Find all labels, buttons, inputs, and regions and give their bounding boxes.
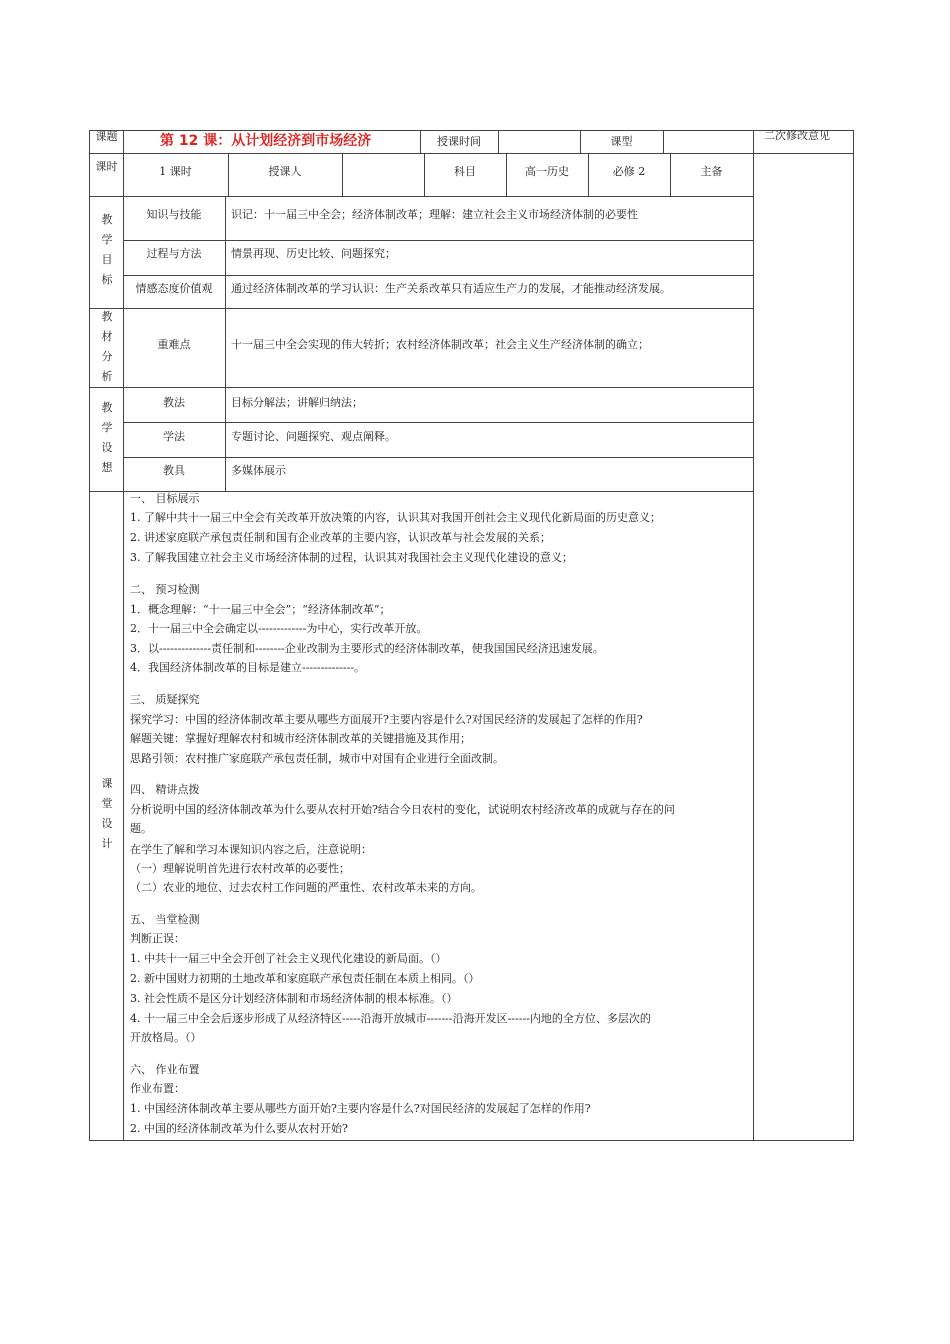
label-hours: 课时 [95, 160, 118, 173]
body-line: 2. 讲述家庭联产承包责任制和国有企业改革的主要内容，认识改革与社会发展的关系； [130, 531, 551, 544]
analysis-content: 十一届三中全会实现的伟大转折；农村经济体制改革；社会主义生产经济体制的确立； [231, 338, 649, 351]
section-heading: 四、 精讲点拨 [130, 783, 200, 796]
body-line: 3. 了解我国建立社会主义市场经济体制的过程，认识其对我国社会主义现代化建设的意义； [130, 551, 573, 564]
body-line: 3. 社会性质不是区分计划经济体制和市场经济体制的根本标准。（） [130, 992, 458, 1005]
goals-label: 教 学 目 标 [101, 213, 113, 286]
label-type: 课型 [610, 135, 633, 148]
section-heading: 二、 预习检测 [130, 583, 200, 596]
classroom-label: 课 堂 设 计 [101, 777, 113, 850]
body-line: 在学生了解和学习本课知识内容之后，注意说明： [130, 843, 372, 856]
body-line: 4．我国经济体制改革的目标是建立--------------。 [130, 661, 366, 674]
goal-name: 情感态度价值观 [135, 282, 213, 295]
body-line: （一）理解说明首先进行农村改革的必要性； [130, 862, 350, 875]
design-name: 教法 [163, 396, 185, 409]
subject-value: 高一历史 [525, 165, 569, 178]
label-time: 授课时间 [437, 135, 481, 148]
goal-name: 过程与方法 [146, 247, 202, 260]
body-line: （二）农业的地位、过去农村工作问题的严重性、农村改革未来的方向。 [130, 881, 482, 894]
goal-name: 知识与技能 [146, 208, 202, 221]
analysis-name: 重难点 [157, 338, 191, 351]
body-line: 开放格局。（） [130, 1031, 202, 1044]
hours-value: 1 课时 [159, 165, 192, 178]
body-line: 2. 中国的经济体制改革为什么要从农村开始? [130, 1122, 348, 1135]
body-line: 1. 了解中共十一届三中全会有关改革开放决策的内容，认识其对我国开创社会主义现代化新局面的历史意义； [130, 511, 661, 524]
section-heading: 一、 目标展示 [130, 492, 200, 505]
lesson-title: 第 12 课：从计划经济到市场经济 [160, 133, 372, 149]
design-name: 学法 [163, 430, 185, 443]
body-line: 分析说明中国的经济体制改革为什么要从农村开始?结合今日农村的变化，试说明农村经济改革的成就与存在的问 [130, 803, 675, 816]
goal-content: 情景再现、历史比较、问题探究； [231, 247, 396, 260]
body-line: 判断正误： [130, 932, 185, 945]
body-line: 1. 中共十一届三中全会开创了社会主义现代化建设的新局面。（） [130, 952, 447, 965]
goal-content: 识记：十一届三中全会；经济体制改革；理解：建立社会主义市场经济体制的必要性 [231, 208, 638, 221]
design-name: 教具 [163, 464, 185, 477]
design-label: 教 学 设 想 [101, 401, 113, 474]
section-heading: 六、 作业布置 [130, 1063, 200, 1076]
body-line: 作业布置： [130, 1082, 185, 1095]
revision-label: 二次修改意见 [764, 129, 830, 142]
body-line: 探究学习：中国的经济体制改革主要从哪些方面展开?主要内容是什么?对国民经济的发展起了怎样的作用? [130, 713, 643, 726]
section-heading: 五、 当堂检测 [130, 913, 200, 926]
body-line: 4. 十一届三中全会后逐步形成了从经济特区-----沿海开放城市-------沿海开发区------内地的全方位、多层次的 [130, 1012, 651, 1025]
section-heading: 三、 质疑探究 [130, 693, 200, 706]
body-line: 3．以--------------责任制和--------企业改制为主要形式的经济体制改革，使我国国民经济迅速发展。 [130, 642, 604, 655]
book-value: 必修 2 [612, 165, 646, 178]
body-line: 1．概念理解：“十一届三中全会”；“经济体制改革”； [130, 603, 391, 616]
role-value: 主备 [700, 165, 723, 178]
goal-content: 通过经济体制改革的学习认识：生产关系改革只有适应生产力的发展，才能推动经济发展。 [231, 282, 671, 295]
label-subject: 课题 [95, 130, 118, 143]
design-content: 专题讨论、问题探究、观点阐释。 [231, 430, 396, 443]
analysis-label: 教 材 分 析 [101, 310, 113, 383]
body-line: 2．十一届三中全会确定以-------------为中心，实行改革开放。 [130, 622, 428, 635]
body-line: 2. 新中国财力初期的土地改革和家庭联产承包责任制在本质上相同。（） [130, 972, 480, 985]
label-subject-course: 科目 [454, 165, 476, 178]
body-line: 思路引领：农村推广家庭联产承包责任制，城市中对国有企业进行全面改制。 [130, 752, 504, 765]
body-line: 解题关键：掌握好理解农村和城市经济体制改革的关键措施及其作用； [130, 732, 471, 745]
design-content: 多媒体展示 [231, 464, 286, 477]
design-content: 目标分解法；讲解归纳法； [231, 396, 363, 409]
body-line: 题。 [130, 822, 152, 835]
body-line: 1. 中国经济体制改革主要从哪些方面开始?主要内容是什么?对国民经济的发展起了怎样的作用? [130, 1102, 591, 1115]
label-teacher: 授课人 [268, 165, 302, 178]
